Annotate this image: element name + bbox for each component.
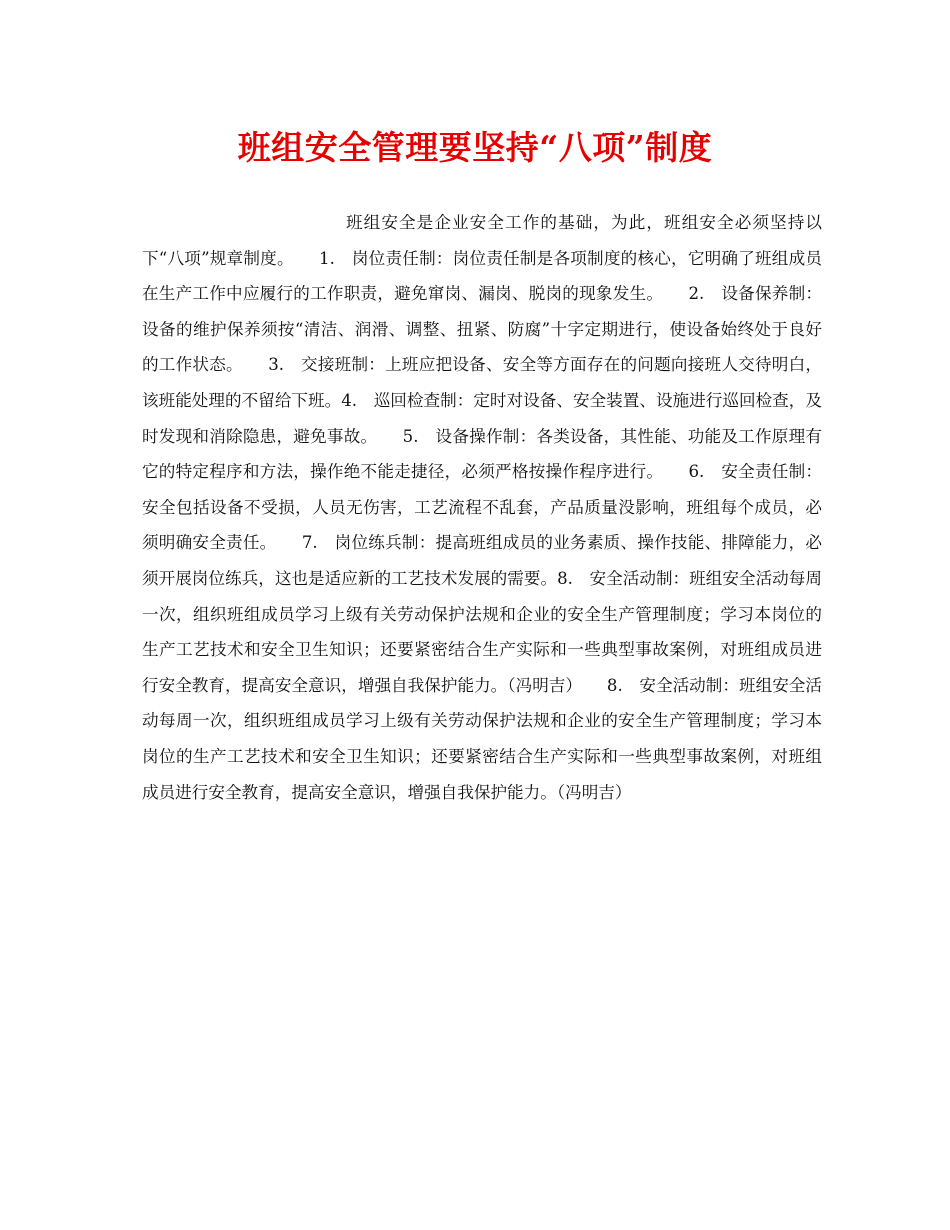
document-title: 班组安全管理要坚持“八项”制度: [237, 128, 713, 167]
document-body: 班组安全是企业安全工作的基础，为此，班组安全必须坚持以下“八项”规章制度。 1. 岗位责任制：岗位责任制是各项制度的核心，它明确了班组成员在生产工作中应履行的工作职责，避免窜岗、漏岗、脱岗的现象发生。 2. 设备保养制：设备的维护保养须按“清洁、润滑、调整、扭紧、防腐”十字定期进行，使设备始终处于良好的工作状态。 3. 交接班制：上班应把设备、安全等方面存在的问题向接班人交待明白，该班能处理的不留给下班。4. 巡回检查制：定时对设备、安全装置、设施进行巡回检查，及时发现和消除隐患，避免事故。 5. 设备操作制：各类设备，其性能、功能及工作原理有它的特定程序和方法，操作绝不能走捷径，必须严格按操作程序进行。 6. 安全责任制：安全包括设备不受损，人员无伤害，工艺流程不乱套，产品质量没影响，班组每个成员，必须明确安全责任。 7. 岗位练兵制：提高班组成员的业务素质、操作技能、排障能力，必须开展岗位练兵，这也是适应新的工艺技术发展的需要。8. 安全活动制：班组安全活动每周一次，组织班组成员学习上级有关劳动保护法规和企业的安全生产管理制度；学习本岗位的生产工艺技术和安全卫生知识；还要紧密结合生产实际和一些典型事故案例，对班组成员进行安全教育，提高安全意识，增强自我保护能力。（冯明吉） 8. 安全活动制：班组安全活动每周一次，组织班组成员学习上级有关劳动保护法规和企业的安全生产管理制度；学习本岗位的生产工艺技术和安全卫生知识；还要紧密结合生产实际和一些典型事故案例，对班组成员进行安全教育，提高安全意识，增强自我保护能力。（冯明吉）: [142, 213, 822, 802]
